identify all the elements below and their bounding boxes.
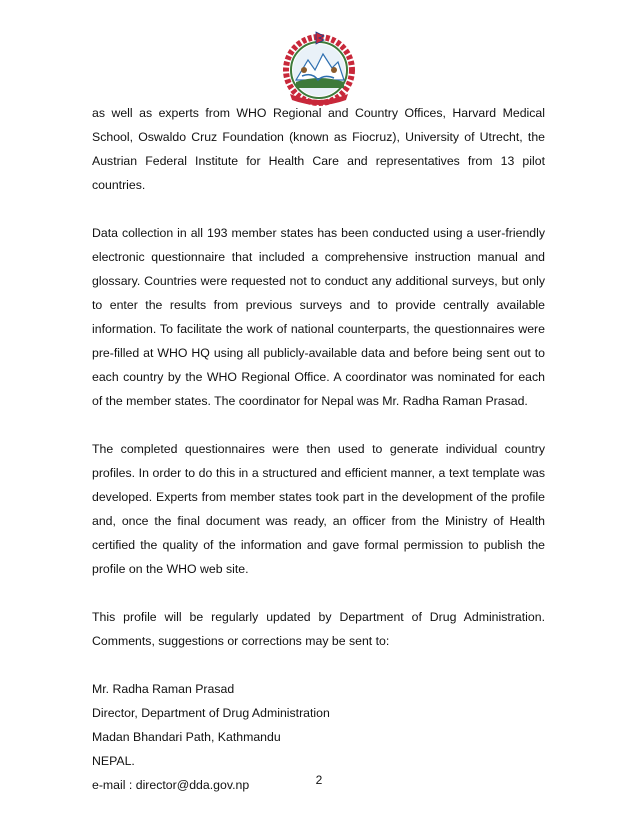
paragraph-country-profiles: The completed questionnaires were then used to generate individual country profiles. In order to do this in a structured and efficient manner, a text template was developed. Experts from member states took part in the development of the profile and, once the final document was ready, an officer from the Ministry of Health certified the quality of the information and gave formal permission to publish the profile on the WHO web site. [92, 442, 545, 576]
nepal-emblem-logo [282, 30, 356, 108]
paragraph-experts: as well as experts from WHO Regional and Country Offices, Harvard Medical School, Oswaldo Cruz Foundation (known as Fiocruz), University of Utrecht, the Austrian Federal Institute for Health Care and representatives from 13 pilot countries. [92, 106, 545, 192]
contact-country: NEPAL. [92, 754, 135, 768]
contact-title: Director, Department of Drug Administration [92, 706, 330, 720]
page-number: 2 [315, 773, 323, 787]
paragraph-updates: This profile will be regularly updated by Department of Drug Administration. Comments, suggestions or corrections may be sent to: [92, 610, 545, 648]
paragraph-data-collection: Data collection in all 193 member states has been conducted using a user-friendly electronic questionnaire that included a comprehensive instruction manual and glossary. Countries were requested not to conduct any additional surveys, but only to enter the results from previous surveys and to provide centrally available information. To facilitate the work of national counterparts, the questionnaires were pre-filled at WHO HQ using all publicly-available data and before being sent out to each country by the WHO Regional Office. A coordinator was nominated for each of the member states. The coordinator for Nepal was Mr. Radha Raman Prasad. [92, 226, 545, 408]
contact-email: e-mail : director@dda.gov.np [92, 778, 250, 792]
document-body [92, 101, 545, 797]
contact-street: Madan Bhandari Path, Kathmandu [92, 730, 281, 744]
contact-name: Mr. Radha Raman Prasad [92, 682, 235, 696]
